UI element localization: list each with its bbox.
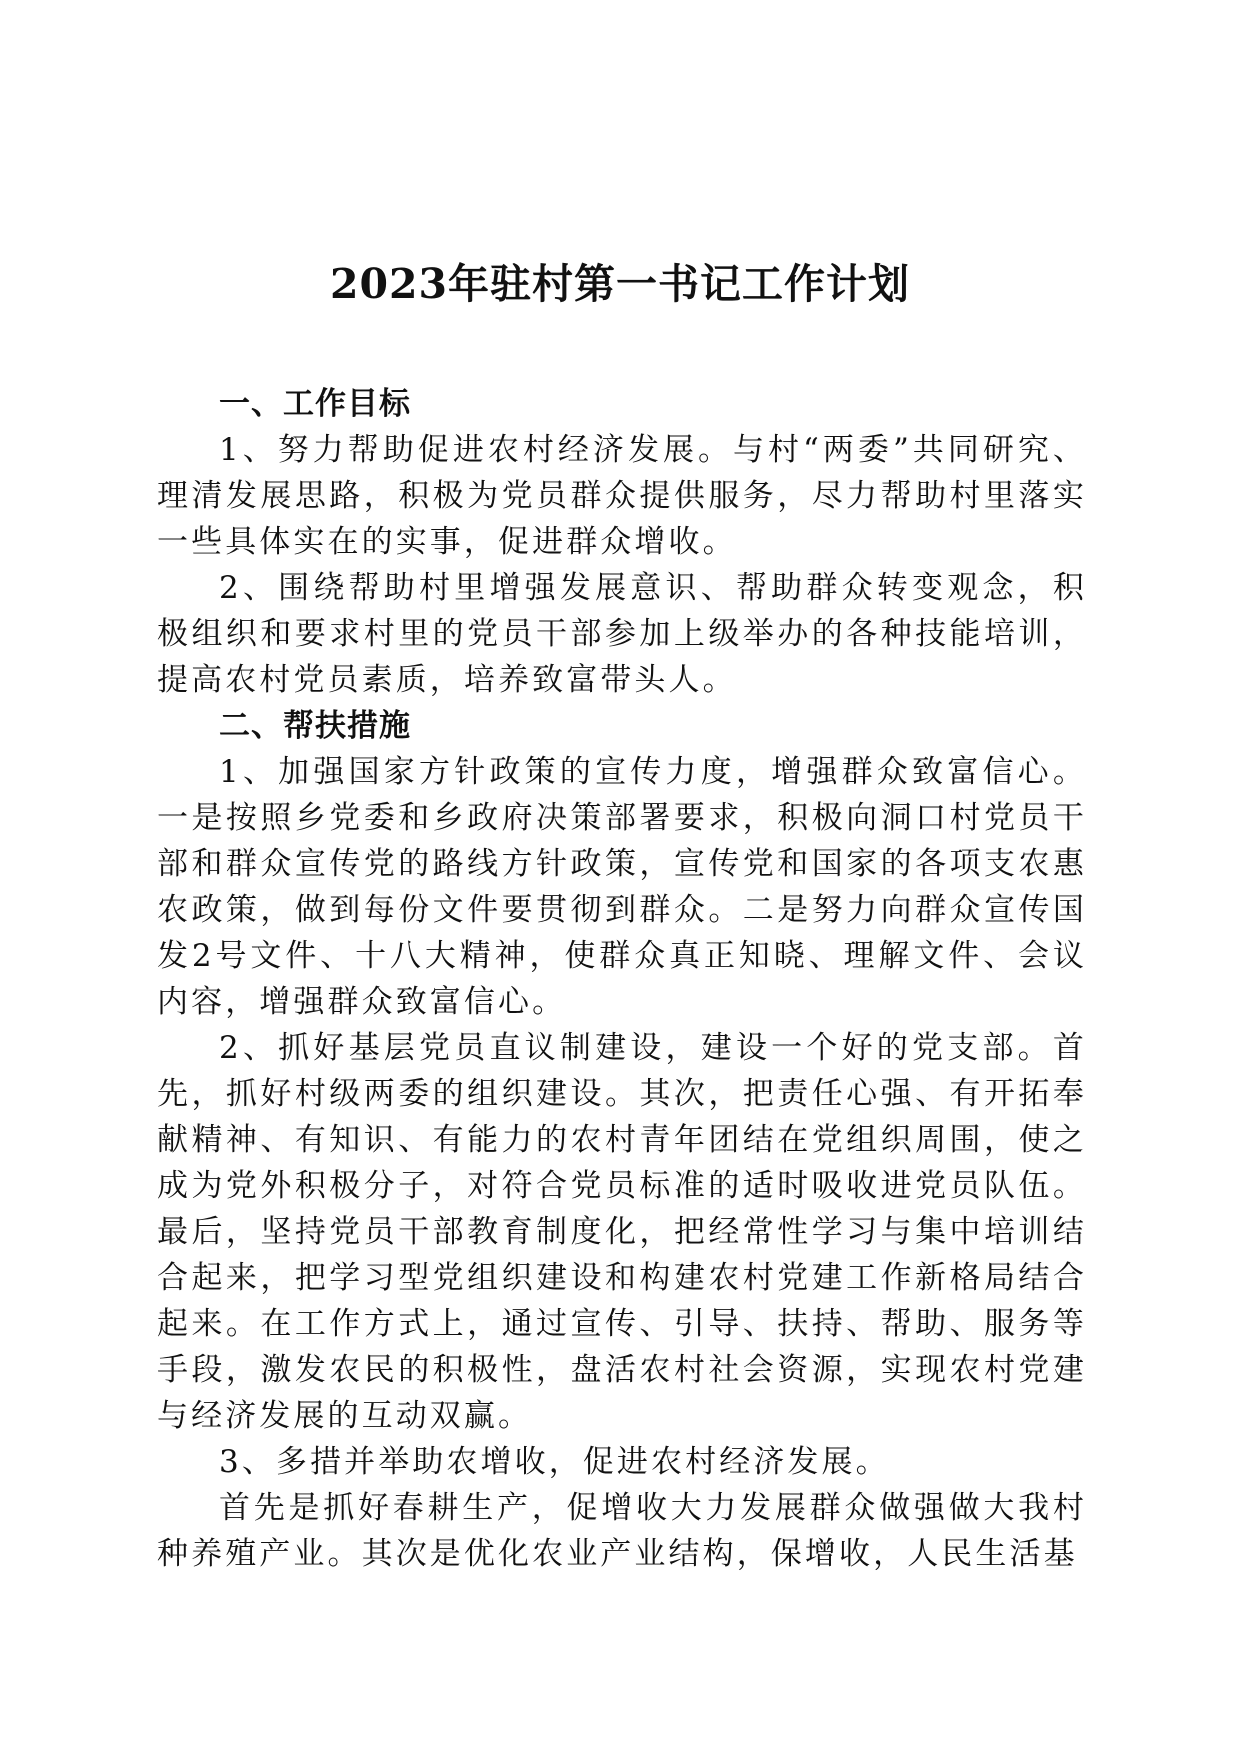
paragraph: 2、抓好基层党员直议制建设，建设一个好的党支部。首先，抓好村级两委的组织建设。其次，把责任心强、有开拓奉献精神、有知识、有能力的农村青年团结在党组织周围，使之成为党外积极分子，对符合党员标准的适时吸收进党员队伍。最后，坚持党员干部教育制度化，把经常性学习与集中培训结合起来，把学习型党组织建设和构建农村党建工作新格局结合起来。在工作方式上，通过宣传、引导、扶持、帮助、服务等手段，激发农民的积极性，盘活农村社会资源，实现农村党建与经济发展的互动双赢。 xyxy=(157,1030,1087,1434)
paragraph: 首先是抓好春耕生产，促增收大力发展群众做强做大我村种养殖产业。其次是优化农业产业结构，保增收，人民生活基 xyxy=(157,1490,1087,1572)
section-heading-measures: 二、帮扶措施 xyxy=(219,708,411,744)
section-heading-goals: 一、工作目标 xyxy=(219,386,411,422)
paragraph: 1、努力帮助促进农村经济发展。与村“两委”共同研究、理清发展思路，积极为党员群众提供服务，尽力帮助村里落实一些具体实在的实事，促进群众增收。 xyxy=(157,432,1087,560)
document-body xyxy=(157,381,1087,1577)
paragraph: 3、多措并举助农增收，促进农村经济发展。 xyxy=(219,1444,890,1480)
paragraph: 2、围绕帮助村里增强发展意识、帮助群众转变观念，积极组织和要求村里的党员干部参加上级举办的各种技能培训，提高农村党员素质，培养致富带头人。 xyxy=(157,570,1087,698)
document-title: 2023年驻村第一书记工作计划 xyxy=(329,260,911,308)
paragraph: 1、加强国家方针政策的宣传力度，增强群众致富信心。一是按照乡党委和乡政府决策部署要求，积极向洞口村党员干部和群众宣传党的路线方针政策，宣传党和国家的各项支农惠农政策，做到每份文件要贯彻到群众。二是努力向群众宣传国发2号文件、十八大精神，使群众真正知晓、理解文件、会议内容，增强群众致富信心。 xyxy=(157,754,1087,1020)
